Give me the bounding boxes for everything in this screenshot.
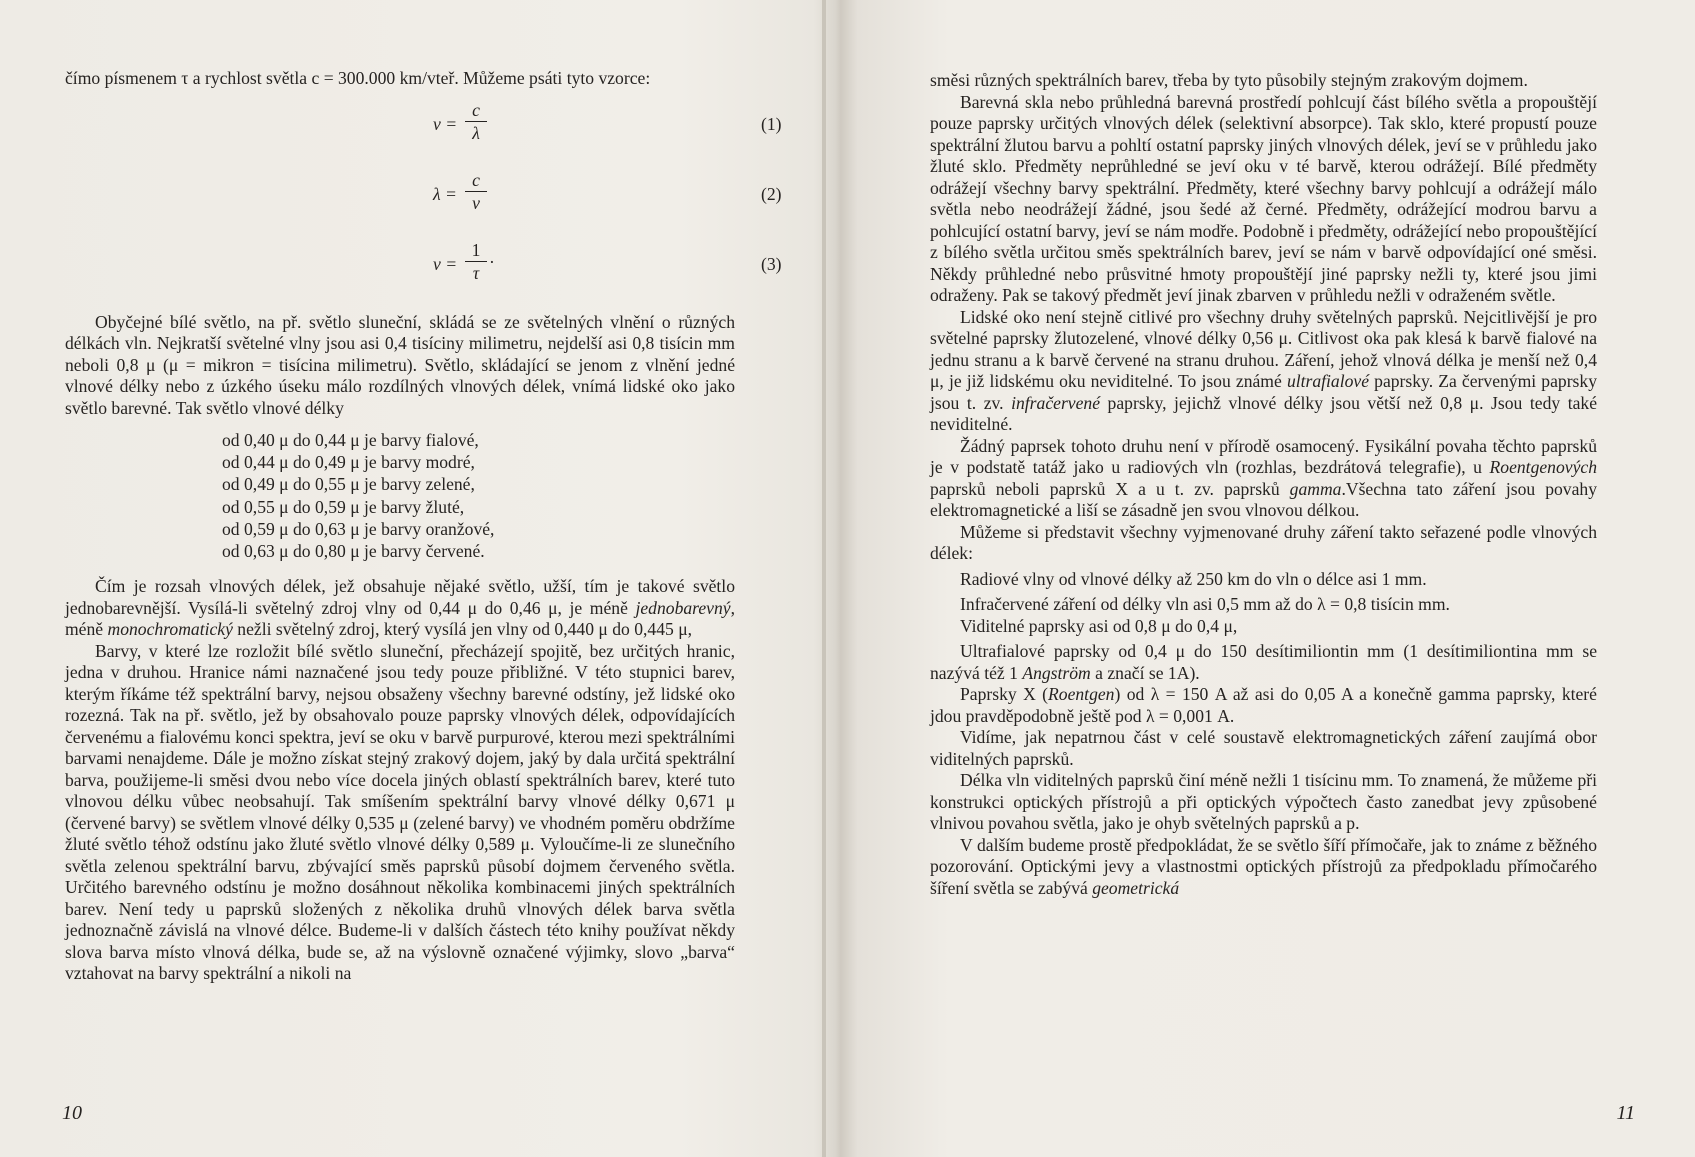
equation-1-lhs: ν = bbox=[433, 113, 458, 134]
spectrum-item-xray-part-a: Paprsky X ( bbox=[960, 684, 1049, 704]
equation-3-denominator: τ bbox=[472, 262, 480, 283]
left-paragraph-2-italic-1: jednobarevný bbox=[635, 597, 731, 618]
range-orange: od 0,59 μ do 0,63 μ je barvy oranžové, bbox=[222, 518, 495, 539]
left-intro: čímo písmenem τ a rychlost světla c = 300.000 km/vteř. Můžeme psáti tyto vzorce: bbox=[65, 68, 651, 88]
right-paragraph-4-italic-1: Roentgenových bbox=[1489, 457, 1597, 477]
spectrum-item-infrared: Infračervené záření od délky vln asi 0,5 mm až do λ = 0,8 tisícin mm. bbox=[960, 594, 1450, 614]
right-paragraph-4-part-a: Žádný paprsek tohoto druhu není v přírodě osamocený. Fysikální povaha těchto paprsků je v podstatě tatáž jako u radiových vln (rozhlas, bezdrátová telegrafie), u bbox=[930, 435, 1597, 477]
right-paragraph-8 bbox=[930, 835, 1597, 900]
range-yellow: od 0,55 μ do 0,59 μ je barvy žluté, bbox=[222, 496, 465, 517]
right-paragraph-3-part-b: paprsky. Za červenými paprsky jsou t. zv. bbox=[930, 371, 1597, 413]
left-page bbox=[0, 0, 822, 1157]
right-paragraph-7: Délka vln viditelných paprsků činí méně nežli 1 tisícinu mm. To znamená, že můžeme při konstrukci optických přístrojů a při optických výpočtech často zanedbat jevy způsobené vlnivou povahou světla, jako je ohyb světelných paprsků a p. bbox=[930, 770, 1597, 833]
range-violet: od 0,40 μ do 0,44 μ je barvy fialové, bbox=[222, 430, 479, 450]
equation-1-denominator: λ bbox=[472, 122, 480, 143]
right-paragraph-4-part-b: paprsků neboli paprsků X a u t. zv. paprsků bbox=[930, 478, 1290, 499]
spectrum-item-radio: Radiové vlny od vlnové délky až 250 km do vln o délce asi 1 mm. bbox=[960, 568, 1427, 589]
right-paragraph-5: Můžeme si představit všechny vyjmenované druhy záření takto seřazené podle vlnových délek: bbox=[930, 521, 1597, 563]
equation-3-fraction bbox=[465, 240, 487, 283]
equation-3-numerator: 1 bbox=[471, 239, 481, 260]
right-paragraph-3 bbox=[930, 307, 1597, 436]
spectrum-item-ultraviolet-part-b: a značí se 1A). bbox=[1090, 662, 1200, 683]
spectrum-item-xray-italic: Roentgen bbox=[1048, 684, 1115, 704]
left-paragraph-2-part-c: nežli světelný zdroj, který vysílá jen vlny od 0,440 μ do 0,445 μ, bbox=[232, 619, 693, 640]
wavelength-color-list bbox=[222, 429, 735, 562]
equations-block bbox=[65, 94, 782, 304]
right-paragraph-4-italic-2: gamma bbox=[1289, 478, 1342, 499]
spectrum-item-ultraviolet-part-a: Ultrafialové paprsky od 0,4 μ do 150 desítimiliontin mm (1 desítimiliontina mm se nazývá též 1 bbox=[930, 641, 1597, 683]
equation-1 bbox=[365, 99, 782, 148]
right-page bbox=[826, 0, 1695, 1157]
equation-2-number: (2) bbox=[761, 183, 782, 204]
right-paragraph-8-part-a: V dalším budeme prostě předpokládat, že se světlo šíří přímočaře, jak to známe z běžného pozorování. Optickými jevy a vlastnostmi optických přístrojů za předpokladu přímočarého šíření světla se zabývá bbox=[930, 834, 1597, 898]
equation-1-fraction bbox=[465, 100, 487, 143]
equation-3 bbox=[365, 239, 782, 288]
equation-2-fraction bbox=[465, 170, 487, 213]
fraction-bar bbox=[465, 121, 487, 122]
right-text-column bbox=[930, 70, 1597, 899]
left-paragraph-2-part-b: , méně bbox=[65, 597, 735, 640]
equation-3-lhs: ν = bbox=[433, 253, 458, 274]
equation-2-numerator: c bbox=[472, 169, 480, 190]
equation-2 bbox=[365, 169, 782, 218]
right-paragraph-2: Barevná skla nebo průhledná barevná prostředí pohlcují část bílého světla a propouštějí pouze paprsky určitých vlnových délek (selektivní absorpce). Tak sklo, které propustí pouze spektrální žlutou barvu a pohltí ostatní paprsky jiných vlnových délek, jeví se v průhledu jako žluté sklo. Předměty neprůhledné se jeví oku v té barvě, kterou odrážejí. Bílé předměty odrážejí všechny barvy spektrální. Předměty, které všechny barvy pohlcují a odrážejí málo světla nebo neodrážejí žádné, jsou šedé až černé. Předměty, odrážející modrou barvu a pohlcující ostatní barvy, jeví se nám modře. Podobně i předměty, odrážející nebo propouštějící z bílého světla určitou směs spektrálních barev, jeví se nám v barvě odpovídající oné směsi. Někdy průhledné nebo průsvitné hmoty propouštějí jiné paprsky nežli ty, které jsou jimi odraženy. Pak se takový předmět jeví jinak zbarven v průhledu nežli v odraženém světle. bbox=[930, 91, 1597, 305]
spectrum-item-visible: Viditelné paprsky asi od 0,8 μ do 0,4 μ, bbox=[960, 615, 1238, 636]
range-green: od 0,49 μ do 0,55 μ je barvy zelené, bbox=[222, 474, 475, 495]
left-text-column bbox=[65, 68, 782, 985]
fraction-bar bbox=[465, 191, 487, 192]
equation-1-numerator: c bbox=[472, 99, 480, 120]
right-paragraph-3-italic-1: ultrafialové bbox=[1286, 371, 1370, 391]
equation-1-number: (1) bbox=[761, 113, 782, 134]
right-paragraph-4 bbox=[930, 436, 1597, 522]
spectrum-item-ultraviolet-italic: Angström bbox=[1022, 662, 1091, 683]
range-red: od 0,63 μ do 0,80 μ je barvy červené. bbox=[222, 541, 485, 562]
equation-2-denominator: ν bbox=[472, 192, 480, 213]
equation-2-lhs: λ = bbox=[433, 183, 457, 204]
right-paragraph-3-italic-2: infračervené bbox=[1011, 392, 1101, 413]
left-paragraph-3: Barvy, v které lze rozložit bílé světlo sluneční, přecházejí spojitě, bez určitých hranic, jedna v druhou. Hranice námi naznačené jsou tedy pouze přibližné. V této stupnici barev, kterým říkáme též spektrální barvy, nejsou obsaženy všechny barevné odstíny, jež lidské oko rozezná. Tak na př. světlo, jež by obsahovalo pouze paprsky vlnových délek, odpovídajících červenému a fialovému konci spektra, jeví se oku v barvě purpurové, kterou mezi spektrálními barvami nenajdeme. Dále je možno získat stejný zrakový dojem, jaký by dala určitá spektrální barva, použijeme-li směsi dvou nebo více docela jiných oblastí spektrálních barev, které tuto vlnovou délku vůbec neobsahují. Tak smíšením spektrální barvy vlnové délky 0,671 μ (červené barvy) se světlem vlnové délky 0,535 μ (zelené barvy) ve vhodném poměru obdržíme žluté světlo téhož odstínu jako žluté světlo vlnové délky 0,589 μ. Vyloučíme-li ze slunečního světla zelenou spektrální barvu, zbývající směs paprsků působí dojmem červeného světla. Určitého barevného odstínu je možno dosáhnout několika kombinacemi jiných spektrálních barev. Není tedy u paprsků složených z několika druhů vlnových délek barva světla jednoznačně závislá na vlnové délce. Budeme-li v dalších částech této knihy používat někdy slova barva místo vlnová délka, bude se, až na výslovně označené výjimky, slovo „barva“ vztahovat na barvy spektrální a nikoli na bbox=[65, 640, 735, 984]
left-paragraph-2 bbox=[65, 576, 735, 641]
fraction-bar bbox=[465, 261, 487, 262]
equation-3-number: (3) bbox=[761, 253, 782, 274]
spectrum-item-xray-gamma bbox=[930, 684, 1597, 727]
equation-3-suffix: · bbox=[489, 251, 495, 272]
right-paragraph-8-italic: geometrická bbox=[1092, 877, 1180, 898]
left-paragraph-1: Obyčejné bílé světlo, na př. světlo sluneční, skládá se ze světelných vlnění o různých délkách vln. Nejkratší světelné vlny jsou asi 0,4 tisíciny milimetru, nejdelší asi 0,8 tisícin mm neboli 0,8 μ (μ = mikron = tisícina milimetru). Světlo, skládající se jenom z vlnění jedné vlnové délky nebo z úzkého úseku málo rozdílných vlnových délek, vnímá lidské oko jako světlo barevné. Tak světlo vlnové délky bbox=[65, 311, 735, 418]
page-number-right: 11 bbox=[1616, 1102, 1635, 1124]
spectrum-item-xray-part-b: ) od λ = 150 A až asi do 0,05 A a konečně gamma paprsky, které jdou pravděpodobně ještě pod λ = 0,001 A. bbox=[930, 684, 1597, 726]
right-paragraph-3-part-c: paprsky, jejichž vlnové délky jsou větší než 0,8 μ. Jsou tedy také neviditelné. bbox=[930, 392, 1598, 434]
page-number-left: 10 bbox=[62, 1102, 82, 1124]
right-paragraph-4-part-c: .Všechna tato záření jsou povahy elektromagnetické a liší se zásadně jen svou vlnovou délkou. bbox=[930, 478, 1597, 520]
right-paragraph-3-part-a: Lidské oko není stejně citlivé pro všechny druhy světelných paprsků. Nejcitlivější je pro světelné paprsky žlutozelené, vlnové délky 0,56 μ. Citlivost oka pak klesá k barvě fialové na jednu stranu a k barvě červené na stranu druhou. Záření, jehož vlnová délka je menší než 0,4 μ, je již lidskému oku neviditelné. To jsou známé bbox=[930, 306, 1597, 391]
left-paragraph-2-italic-2: monochromatický bbox=[107, 619, 233, 640]
right-paragraph-1: směsi různých spektrálních barev, třeba by tyto působily stejným zrakovým dojmem. bbox=[930, 70, 1528, 90]
right-paragraph-6: Vidíme, jak nepatrnou část v celé soustavě elektromagnetických záření zaujímá obor viditelných paprsků. bbox=[930, 727, 1597, 769]
left-paragraph-2-part-a: Čím je rozsah vlnových délek, jež obsahuje nějaké světlo, užší, tím je takové světlo jednobarevnější. Vysílá-li světelný zdroj vlny od 0,44 μ do 0,46 μ, je méně bbox=[65, 576, 735, 618]
range-blue: od 0,44 μ do 0,49 μ je barvy modré, bbox=[222, 452, 475, 473]
spectrum-item-ultraviolet bbox=[930, 641, 1597, 684]
